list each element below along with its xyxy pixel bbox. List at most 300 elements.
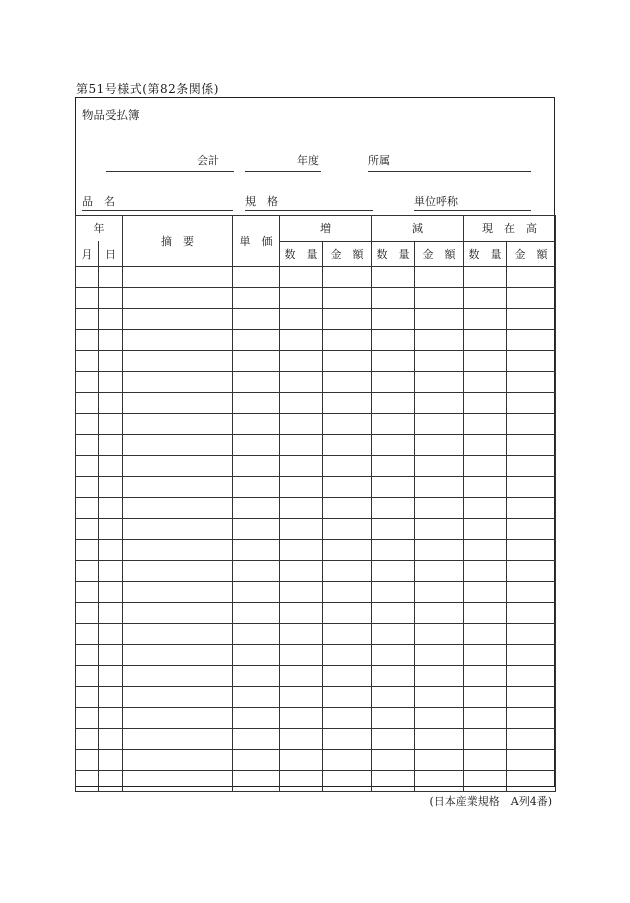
increase-quantity-cell[interactable] <box>280 372 323 393</box>
month-cell[interactable] <box>76 561 99 582</box>
balance-amount-cell[interactable] <box>507 267 556 288</box>
decrease-amount-cell[interactable] <box>415 288 464 309</box>
fiscal-year-field[interactable] <box>245 171 321 172</box>
balance-amount-cell[interactable] <box>507 519 556 540</box>
summary-cell[interactable] <box>123 477 233 498</box>
balance-amount-cell[interactable] <box>507 540 556 561</box>
increase-quantity-cell[interactable] <box>280 603 323 624</box>
day-cell[interactable] <box>99 603 123 624</box>
balance-quantity-cell[interactable] <box>464 330 507 351</box>
day-cell[interactable] <box>99 477 123 498</box>
increase-quantity-cell[interactable] <box>280 771 323 792</box>
unit-price-cell[interactable] <box>233 288 280 309</box>
day-cell[interactable] <box>99 645 123 666</box>
balance-quantity-cell[interactable] <box>464 414 507 435</box>
decrease-amount-cell[interactable] <box>415 645 464 666</box>
day-cell[interactable] <box>99 498 123 519</box>
table-row <box>76 477 556 498</box>
unit-price-cell[interactable] <box>233 540 280 561</box>
day-cell[interactable] <box>99 288 123 309</box>
increase-quantity-cell[interactable] <box>280 351 323 372</box>
decrease-amount-cell[interactable] <box>415 729 464 750</box>
summary-cell[interactable] <box>123 330 233 351</box>
summary-cell[interactable] <box>123 414 233 435</box>
balance-amount-header: 金 額 <box>507 241 556 267</box>
balance-quantity-cell[interactable] <box>464 456 507 477</box>
unit-price-cell[interactable] <box>233 687 280 708</box>
day-cell[interactable] <box>99 393 123 414</box>
unit-price-cell[interactable] <box>233 330 280 351</box>
unit-price-cell[interactable] <box>233 519 280 540</box>
department-label: 所属 <box>368 154 390 167</box>
month-cell[interactable] <box>76 393 99 414</box>
day-cell[interactable] <box>99 729 123 750</box>
decrease-amount-cell[interactable] <box>415 582 464 603</box>
day-cell[interactable] <box>99 309 123 330</box>
summary-cell[interactable] <box>123 393 233 414</box>
summary-cell[interactable] <box>123 687 233 708</box>
decrease-amount-cell[interactable] <box>415 309 464 330</box>
increase-quantity-cell[interactable] <box>280 330 323 351</box>
increase-amount-cell[interactable] <box>323 750 372 771</box>
form-number: 第51号様式(第82条関係) <box>76 82 219 96</box>
decrease-quantity-cell[interactable] <box>372 750 415 771</box>
month-cell[interactable] <box>76 771 99 792</box>
decrease-quantity-cell[interactable] <box>372 309 415 330</box>
decrease-quantity-header: 数 量 <box>372 241 415 267</box>
balance-amount-cell[interactable] <box>507 498 556 519</box>
decrease-quantity-cell[interactable] <box>372 687 415 708</box>
decrease-quantity-cell[interactable] <box>372 288 415 309</box>
balance-quantity-cell[interactable] <box>464 540 507 561</box>
increase-amount-cell[interactable] <box>323 666 372 687</box>
balance-quantity-cell[interactable] <box>464 498 507 519</box>
day-cell[interactable] <box>99 267 123 288</box>
decrease-quantity-cell[interactable] <box>372 351 415 372</box>
unit-price-cell[interactable] <box>233 624 280 645</box>
table-row <box>76 603 556 624</box>
increase-quantity-cell[interactable] <box>280 561 323 582</box>
month-cell[interactable] <box>76 750 99 771</box>
decrease-amount-cell[interactable] <box>415 687 464 708</box>
unit-price-header: 単 価 <box>233 216 280 267</box>
summary-cell[interactable] <box>123 645 233 666</box>
unit-price-cell[interactable] <box>233 666 280 687</box>
table-row <box>76 414 556 435</box>
day-cell[interactable] <box>99 435 123 456</box>
unit-name-field[interactable] <box>414 210 531 211</box>
day-header: 日 <box>99 241 123 267</box>
balance-amount-cell[interactable] <box>507 351 556 372</box>
balance-quantity-cell[interactable] <box>464 393 507 414</box>
balance-amount-cell[interactable] <box>507 309 556 330</box>
decrease-amount-cell[interactable] <box>415 330 464 351</box>
ledger-table <box>75 215 556 792</box>
decrease-amount-cell[interactable] <box>415 414 464 435</box>
decrease-quantity-cell[interactable] <box>372 729 415 750</box>
unit-price-cell[interactable] <box>233 750 280 771</box>
month-cell[interactable] <box>76 498 99 519</box>
month-cell[interactable] <box>76 708 99 729</box>
increase-amount-cell[interactable] <box>323 624 372 645</box>
month-cell[interactable] <box>76 582 99 603</box>
summary-cell[interactable] <box>123 267 233 288</box>
month-cell[interactable] <box>76 540 99 561</box>
increase-amount-cell[interactable] <box>323 603 372 624</box>
decrease-amount-cell[interactable] <box>415 708 464 729</box>
month-cell[interactable] <box>76 330 99 351</box>
summary-cell[interactable] <box>123 561 233 582</box>
month-cell[interactable] <box>76 519 99 540</box>
month-cell[interactable] <box>76 372 99 393</box>
decrease-quantity-cell[interactable] <box>372 771 415 792</box>
decrease-amount-cell[interactable] <box>415 750 464 771</box>
increase-amount-cell[interactable] <box>323 456 372 477</box>
decrease-amount-cell[interactable] <box>415 372 464 393</box>
balance-quantity-cell[interactable] <box>464 288 507 309</box>
increase-quantity-cell[interactable] <box>280 393 323 414</box>
decrease-quantity-cell[interactable] <box>372 519 415 540</box>
summary-cell[interactable] <box>123 351 233 372</box>
month-cell[interactable] <box>76 729 99 750</box>
increase-amount-cell[interactable] <box>323 519 372 540</box>
table-row <box>76 519 556 540</box>
month-cell[interactable] <box>76 666 99 687</box>
month-cell[interactable] <box>76 603 99 624</box>
table-row <box>76 708 556 729</box>
summary-cell[interactable] <box>123 624 233 645</box>
increase-quantity-cell[interactable] <box>280 267 323 288</box>
day-cell[interactable] <box>99 372 123 393</box>
balance-amount-cell[interactable] <box>507 624 556 645</box>
decrease-quantity-cell[interactable] <box>372 498 415 519</box>
decrease-amount-header: 金 額 <box>415 241 464 267</box>
increase-quantity-cell[interactable] <box>280 729 323 750</box>
increase-quantity-cell[interactable] <box>280 750 323 771</box>
increase-quantity-cell[interactable] <box>280 624 323 645</box>
decrease-amount-cell[interactable] <box>415 540 464 561</box>
month-cell[interactable] <box>76 351 99 372</box>
decrease-quantity-cell[interactable] <box>372 372 415 393</box>
decrease-quantity-cell[interactable] <box>372 624 415 645</box>
decrease-header: 減 <box>372 216 464 242</box>
unit-price-cell[interactable] <box>233 456 280 477</box>
table-row <box>76 372 556 393</box>
balance-amount-cell[interactable] <box>507 330 556 351</box>
day-cell[interactable] <box>99 519 123 540</box>
month-cell[interactable] <box>76 687 99 708</box>
summary-cell[interactable] <box>123 519 233 540</box>
day-cell[interactable] <box>99 750 123 771</box>
increase-amount-cell[interactable] <box>323 708 372 729</box>
balance-amount-cell[interactable] <box>507 393 556 414</box>
increase-amount-cell[interactable] <box>323 330 372 351</box>
month-cell[interactable] <box>76 645 99 666</box>
day-cell[interactable] <box>99 666 123 687</box>
increase-amount-cell[interactable] <box>323 288 372 309</box>
balance-amount-cell[interactable] <box>507 372 556 393</box>
decrease-quantity-cell[interactable] <box>372 393 415 414</box>
table-row <box>76 351 556 372</box>
balance-amount-cell[interactable] <box>507 435 556 456</box>
day-cell[interactable] <box>99 351 123 372</box>
balance-amount-cell[interactable] <box>507 729 556 750</box>
table-row <box>76 561 556 582</box>
decrease-amount-cell[interactable] <box>415 435 464 456</box>
month-cell[interactable] <box>76 435 99 456</box>
table-row <box>76 687 556 708</box>
summary-cell[interactable] <box>123 540 233 561</box>
decrease-quantity-cell[interactable] <box>372 414 415 435</box>
increase-amount-cell[interactable] <box>323 267 372 288</box>
unit-price-cell[interactable] <box>233 582 280 603</box>
balance-amount-cell[interactable] <box>507 561 556 582</box>
balance-amount-cell[interactable] <box>507 414 556 435</box>
decrease-quantity-cell[interactable] <box>372 477 415 498</box>
summary-cell[interactable] <box>123 603 233 624</box>
decrease-amount-cell[interactable] <box>415 393 464 414</box>
increase-amount-cell[interactable] <box>323 540 372 561</box>
table-row <box>76 330 556 351</box>
increase-quantity-cell[interactable] <box>280 519 323 540</box>
day-cell[interactable] <box>99 687 123 708</box>
increase-quantity-cell[interactable] <box>280 288 323 309</box>
month-header: 月 <box>76 241 99 267</box>
balance-quantity-cell[interactable] <box>464 477 507 498</box>
summary-cell[interactable] <box>123 435 233 456</box>
balance-quantity-cell[interactable] <box>464 603 507 624</box>
summary-cell[interactable] <box>123 288 233 309</box>
balance-amount-cell[interactable] <box>507 771 556 792</box>
unit-price-cell[interactable] <box>233 393 280 414</box>
balance-quantity-cell[interactable] <box>464 666 507 687</box>
decrease-amount-cell[interactable] <box>415 561 464 582</box>
day-cell[interactable] <box>99 771 123 792</box>
balance-amount-cell[interactable] <box>507 603 556 624</box>
day-cell[interactable] <box>99 414 123 435</box>
item-name-label: 品 名 <box>82 195 115 208</box>
increase-amount-cell[interactable] <box>323 372 372 393</box>
increase-amount-cell[interactable] <box>323 582 372 603</box>
increase-amount-cell[interactable] <box>323 435 372 456</box>
month-cell[interactable] <box>76 456 99 477</box>
summary-cell[interactable] <box>123 771 233 792</box>
balance-quantity-cell[interactable] <box>464 351 507 372</box>
unit-price-cell[interactable] <box>233 498 280 519</box>
increase-amount-cell[interactable] <box>323 414 372 435</box>
summary-cell[interactable] <box>123 498 233 519</box>
increase-amount-cell[interactable] <box>323 393 372 414</box>
month-cell[interactable] <box>76 288 99 309</box>
unit-price-cell[interactable] <box>233 771 280 792</box>
table-row <box>76 498 556 519</box>
increase-quantity-header: 数 量 <box>280 241 323 267</box>
table-row <box>76 624 556 645</box>
balance-quantity-cell[interactable] <box>464 267 507 288</box>
increase-quantity-cell[interactable] <box>280 582 323 603</box>
paper-size-note: (日本産業規格 A列4番) <box>429 795 552 808</box>
unit-price-cell[interactable] <box>233 603 280 624</box>
unit-price-cell[interactable] <box>233 414 280 435</box>
decrease-quantity-cell[interactable] <box>372 540 415 561</box>
balance-amount-cell[interactable] <box>507 666 556 687</box>
unit-price-cell[interactable] <box>233 372 280 393</box>
unit-price-cell[interactable] <box>233 435 280 456</box>
table-row <box>76 456 556 477</box>
unit-name-label: 単位呼称 <box>414 195 458 208</box>
increase-amount-cell[interactable] <box>323 309 372 330</box>
increase-amount-cell[interactable] <box>323 477 372 498</box>
day-cell[interactable] <box>99 456 123 477</box>
balance-amount-cell[interactable] <box>507 477 556 498</box>
increase-amount-cell[interactable] <box>323 645 372 666</box>
summary-cell[interactable] <box>123 372 233 393</box>
table-row <box>76 666 556 687</box>
table-row <box>76 267 556 288</box>
summary-cell[interactable] <box>123 456 233 477</box>
table-row <box>76 771 556 792</box>
balance-quantity-cell[interactable] <box>464 708 507 729</box>
department-field[interactable] <box>368 171 531 172</box>
increase-quantity-cell[interactable] <box>280 666 323 687</box>
balance-header: 現 在 高 <box>464 216 556 242</box>
summary-cell[interactable] <box>123 582 233 603</box>
balance-quantity-cell[interactable] <box>464 771 507 792</box>
increase-quantity-cell[interactable] <box>280 477 323 498</box>
decrease-quantity-cell[interactable] <box>372 708 415 729</box>
decrease-quantity-cell[interactable] <box>372 582 415 603</box>
increase-amount-cell[interactable] <box>323 687 372 708</box>
table-row <box>76 393 556 414</box>
balance-amount-cell[interactable] <box>507 456 556 477</box>
decrease-amount-cell[interactable] <box>415 666 464 687</box>
month-cell[interactable] <box>76 624 99 645</box>
decrease-amount-cell[interactable] <box>415 771 464 792</box>
day-cell[interactable] <box>99 582 123 603</box>
month-cell[interactable] <box>76 477 99 498</box>
increase-quantity-cell[interactable] <box>280 708 323 729</box>
unit-price-cell[interactable] <box>233 309 280 330</box>
increase-amount-cell[interactable] <box>323 771 372 792</box>
table-row <box>76 435 556 456</box>
month-cell[interactable] <box>76 267 99 288</box>
decrease-amount-cell[interactable] <box>415 456 464 477</box>
decrease-amount-cell[interactable] <box>415 519 464 540</box>
specification-label: 規 格 <box>245 195 278 208</box>
balance-amount-cell[interactable] <box>507 645 556 666</box>
increase-quantity-cell[interactable] <box>280 687 323 708</box>
month-cell[interactable] <box>76 309 99 330</box>
balance-quantity-cell[interactable] <box>464 372 507 393</box>
decrease-amount-cell[interactable] <box>415 624 464 645</box>
increase-quantity-cell[interactable] <box>280 540 323 561</box>
balance-quantity-cell[interactable] <box>464 582 507 603</box>
day-cell[interactable] <box>99 624 123 645</box>
accounting-label: 会計 <box>197 154 219 167</box>
table-row <box>76 582 556 603</box>
month-cell[interactable] <box>76 414 99 435</box>
summary-header: 摘 要 <box>123 216 233 267</box>
increase-quantity-cell[interactable] <box>280 309 323 330</box>
unit-price-cell[interactable] <box>233 267 280 288</box>
specification-field[interactable] <box>245 210 373 211</box>
increase-quantity-cell[interactable] <box>280 435 323 456</box>
decrease-amount-cell[interactable] <box>415 267 464 288</box>
decrease-quantity-cell[interactable] <box>372 330 415 351</box>
increase-amount-header: 金 額 <box>323 241 372 267</box>
balance-quantity-cell[interactable] <box>464 687 507 708</box>
balance-quantity-cell[interactable] <box>464 624 507 645</box>
increase-quantity-cell[interactable] <box>280 498 323 519</box>
increase-amount-cell[interactable] <box>323 729 372 750</box>
unit-price-cell[interactable] <box>233 645 280 666</box>
day-cell[interactable] <box>99 540 123 561</box>
accounting-field[interactable] <box>106 171 234 172</box>
increase-amount-cell[interactable] <box>323 561 372 582</box>
summary-cell[interactable] <box>123 666 233 687</box>
balance-amount-cell[interactable] <box>507 582 556 603</box>
balance-quantity-cell[interactable] <box>464 435 507 456</box>
decrease-amount-cell[interactable] <box>415 351 464 372</box>
decrease-amount-cell[interactable] <box>415 477 464 498</box>
unit-price-cell[interactable] <box>233 729 280 750</box>
unit-price-cell[interactable] <box>233 477 280 498</box>
balance-quantity-cell[interactable] <box>464 645 507 666</box>
decrease-quantity-cell[interactable] <box>372 456 415 477</box>
unit-price-cell[interactable] <box>233 351 280 372</box>
decrease-amount-cell[interactable] <box>415 603 464 624</box>
table-row <box>76 540 556 561</box>
decrease-amount-cell[interactable] <box>415 498 464 519</box>
summary-cell[interactable] <box>123 309 233 330</box>
year-header: 年 <box>76 216 123 242</box>
decrease-quantity-cell[interactable] <box>372 603 415 624</box>
balance-quantity-cell[interactable] <box>464 519 507 540</box>
item-name-field[interactable] <box>82 210 233 211</box>
unit-price-cell[interactable] <box>233 708 280 729</box>
increase-amount-cell[interactable] <box>323 498 372 519</box>
summary-cell[interactable] <box>123 750 233 771</box>
increase-quantity-cell[interactable] <box>280 645 323 666</box>
summary-cell[interactable] <box>123 708 233 729</box>
decrease-quantity-cell[interactable] <box>372 645 415 666</box>
balance-quantity-header: 数 量 <box>464 241 507 267</box>
increase-quantity-cell[interactable] <box>280 414 323 435</box>
balance-quantity-cell[interactable] <box>464 309 507 330</box>
summary-cell[interactable] <box>123 729 233 750</box>
balance-amount-cell[interactable] <box>507 708 556 729</box>
ledger-body <box>76 267 556 792</box>
day-cell[interactable] <box>99 330 123 351</box>
balance-amount-cell[interactable] <box>507 687 556 708</box>
unit-price-cell[interactable] <box>233 561 280 582</box>
day-cell[interactable] <box>99 708 123 729</box>
balance-quantity-cell[interactable] <box>464 561 507 582</box>
balance-amount-cell[interactable] <box>507 288 556 309</box>
increase-header: 増 <box>280 216 372 242</box>
balance-amount-cell[interactable] <box>507 750 556 771</box>
decrease-quantity-cell[interactable] <box>372 435 415 456</box>
decrease-quantity-cell[interactable] <box>372 666 415 687</box>
increase-quantity-cell[interactable] <box>280 456 323 477</box>
balance-quantity-cell[interactable] <box>464 750 507 771</box>
day-cell[interactable] <box>99 561 123 582</box>
decrease-quantity-cell[interactable] <box>372 267 415 288</box>
table-row <box>76 750 556 771</box>
increase-amount-cell[interactable] <box>323 351 372 372</box>
decrease-quantity-cell[interactable] <box>372 561 415 582</box>
balance-quantity-cell[interactable] <box>464 729 507 750</box>
